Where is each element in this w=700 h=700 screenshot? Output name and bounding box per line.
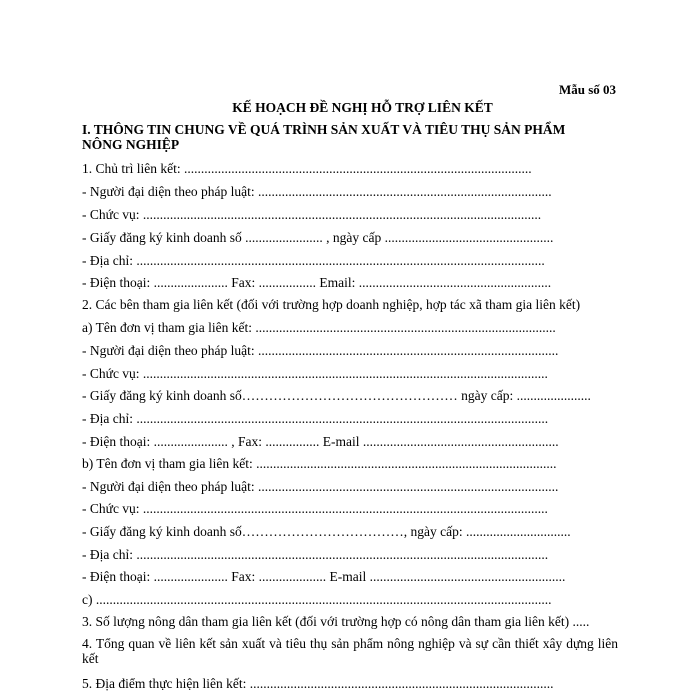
field-line-address-a: - Địa chỉ: .......................................................................................................................... bbox=[82, 411, 549, 426]
item-location: 5. Địa điểm thực hiện liên kết: .......................................................................................... bbox=[82, 676, 554, 691]
field-line-legal-rep-a: - Người đại diện theo pháp luật: ......................................................................................... bbox=[82, 343, 559, 358]
field-line-position-b: - Chức vụ: ........................................................................................................................ bbox=[82, 501, 548, 516]
field-line-contact-b: - Điện thoại: ...................... Fax: .................... E-mail .......................................................... bbox=[82, 569, 566, 584]
field-line-contact: - Điện thoại: ...................... Fax: ................. Email: ......................................................... bbox=[82, 275, 552, 290]
field-line-contact-a: - Điện thoại: ...................... , Fax: ................ E-mail .......................................................... bbox=[82, 434, 559, 449]
field-line-business-reg: - Giấy đăng ký kinh doanh số ....................... , ngày cấp .................................................. bbox=[82, 230, 554, 245]
item-farmer-count: 3. Số lượng nông dân tham gia liên kết (đối với trường hợp có nông dân tham gia liên kết) ..... bbox=[82, 614, 590, 629]
field-line-legal-rep: - Người đại diện theo pháp luật: ....................................................................................... bbox=[82, 184, 552, 199]
field-line-item-c: c) ....................................................................................................................................... bbox=[82, 592, 552, 607]
field-line-address: - Địa chỉ: ......................................................................................................................... bbox=[82, 253, 545, 268]
field-line-legal-rep-b: - Người đại diện theo pháp luật: ......................................................................................... bbox=[82, 479, 559, 494]
field-line-position: - Chức vụ: ...................................................................................................................... bbox=[82, 207, 542, 222]
field-line-business-reg-b: - Giấy đăng ký kinh doanh số………………………………, ngày cấp: ............................... bbox=[82, 524, 571, 539]
item-overview: 4. Tổng quan về liên kết sản xuất và tiêu thụ sản phẩm nông nghiệp và sự cần thiết xây dựng liên kết bbox=[82, 636, 618, 666]
field-line-lead-organizer: 1. Chủ trì liên kết: ....................................................................................................... bbox=[82, 161, 532, 176]
section-heading: I. THÔNG TIN CHUNG VỀ QUÁ TRÌNH SẢN XUẤT VÀ TIÊU THỤ SẢN PHẨM NÔNG NGHIỆP bbox=[82, 122, 566, 152]
field-line-business-reg-a: - Giấy đăng ký kinh doanh số………………………………………… ngày cấp: ...................... bbox=[82, 388, 591, 403]
item-participants: 2. Các bên tham gia liên kết (đối với trường hợp doanh nghiệp, hợp tác xã tham gia liên kết) bbox=[82, 297, 581, 312]
field-line-unit-b: b) Tên đơn vị tham gia liên kết: ......................................................................................... bbox=[82, 456, 557, 471]
field-line-position-a: - Chức vụ: ........................................................................................................................ bbox=[82, 366, 548, 381]
document-title: KẾ HOẠCH ĐỀ NGHỊ HỖ TRỢ LIÊN KẾT bbox=[232, 100, 493, 115]
field-line-unit-a: a) Tên đơn vị tham gia liên kết: ......................................................................................... bbox=[82, 320, 556, 335]
form-number: Mẫu số 03 bbox=[559, 82, 617, 97]
field-line-address-b: - Địa chỉ: .......................................................................................................................... bbox=[82, 547, 549, 562]
